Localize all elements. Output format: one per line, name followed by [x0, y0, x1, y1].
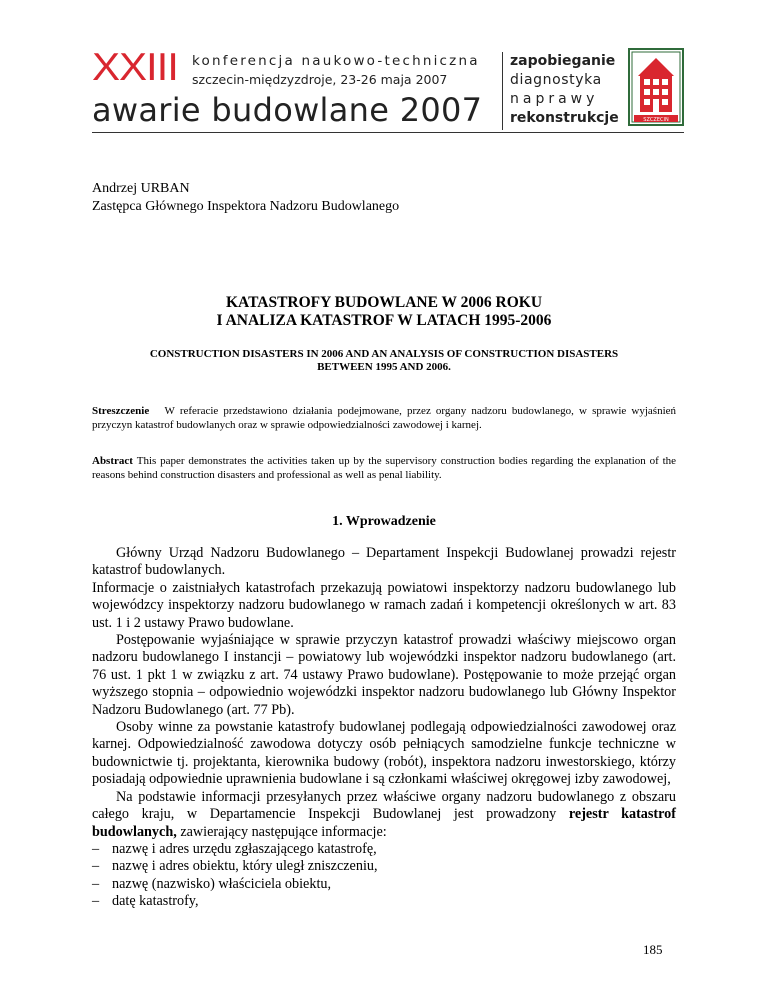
paragraph — [92, 789, 676, 841]
paper-title-pl — [92, 294, 676, 330]
section-body — [92, 545, 676, 911]
topic-item: diagnostyka — [510, 72, 602, 88]
header-bottom-rule — [92, 132, 684, 133]
topic-item: rekonstrukcje — [510, 110, 619, 126]
svg-text:SZCZECIN: SZCZECIN — [643, 117, 669, 123]
paper-title-pl-line1: KATASTROFY BUDOWLANE W 2006 ROKU — [225, 294, 543, 311]
paragraph: Główny Urząd Nadzoru Budowlanego – Departament Inspekcji Budowlanej prowadzi rejestr katastrof budowlanych. — [92, 545, 676, 579]
author-name: Andrzej URBAN — [92, 181, 190, 196]
page-number: 185 — [643, 942, 663, 957]
register-term: rejestr katastrof budowlanych, — [92, 806, 676, 840]
register-fields-list — [92, 841, 676, 911]
author-block — [92, 180, 399, 216]
paper-title-pl-line2: I ANALIZA KATASTROF W LATACH 1995-2006 — [216, 312, 552, 329]
author-position: Zastępca Głównego Inspektora Nadzoru Budowlanego — [92, 199, 400, 214]
list-item: – nazwę i adres urzędu zgłaszającego katastrofę, — [92, 841, 676, 858]
paper-title-en — [92, 348, 676, 374]
paragraph: Informacje o zaistniałych katastrofach przekazują powiatowi inspektorzy nadzoru budowlanego lub wojewódzcy inspektorzy nadzoru budowlanego w ramach zadań i kompetencji określonych w art. 83 ust. 1 i 2 ustawy Prawo budowlane. — [92, 579, 676, 631]
list-item: – nazwę i adres obiektu, który uległ zniszczeniu, — [92, 858, 676, 875]
abstract-label: Abstract — [92, 455, 133, 467]
topic-item: naprawy — [510, 91, 599, 107]
conference-title: awarie budowlane 2007 — [92, 91, 483, 129]
paragraph-text: Na podstawie informacji przesyłanych przez właściwe organy nadzoru budowlanego z obszaru całego kraju, w Departamencie Inspekcji Budowlanej jest prowadzony — [92, 788, 676, 823]
conference-topics — [510, 52, 619, 128]
conference-header — [92, 48, 684, 132]
abstract-text: This paper demonstrates the activities taken up by the supervisory construction bodies regarding the explanation of the reasons behind construction disasters and professional as well as penal liability. — [92, 455, 677, 481]
paragraph-text: zawierający następujące informacje: — [176, 823, 387, 840]
abstract-block — [92, 454, 676, 482]
paper-title-en-line1: CONSTRUCTION DISASTERS IN 2006 AND AN ANALYSIS OF CONSTRUCTION DISASTERS — [149, 348, 619, 360]
conference-location-date: szczecin-międzyzdroje, 23-26 maja 2007 — [192, 72, 448, 87]
list-item: – nazwę (nazwisko) właściciela obiektu, — [92, 876, 676, 893]
list-item: – datę katastrofy, — [92, 893, 676, 910]
topic-item: zapobieganie — [510, 53, 616, 69]
conference-type: konferencja naukowo-techniczna — [192, 53, 480, 69]
section-title: 1. Wprowadzenie — [332, 514, 436, 529]
paper-title-en-line2: BETWEEN 1995 AND 2006. — [317, 361, 451, 373]
header-vertical-divider — [502, 52, 503, 130]
conference-number: XXIII — [92, 46, 178, 89]
szczecin-building-logo — [628, 48, 684, 126]
paragraph: Postępowanie wyjaśniające w sprawie przyczyn katastrof prowadzi właściwy miejscowo organ nadzoru budowlanego I instancji – powiatowy lub wojewódzki inspektor nadzoru budowlanego (art. 76 ust. 1 pkt 1 w związku z art. 74 ustawy Prawo budowlane). Postępowanie to może przejąć organ wyższego stopnia – odpowiednio wojewódzki inspektor nadzoru budowlanego lub Główny Inspektor Nadzoru Budowlanego (art. 77 Pb). — [92, 632, 676, 718]
streszczenie-label: Streszczenie — [92, 405, 150, 417]
streszczenie-block — [92, 404, 676, 432]
paragraph: Osoby winne za powstanie katastrofy budowlanej podlegają odpowiedzialności zawodowej oraz karnej. Odpowiedzialność zawodowa dotyczy osób pełniących samodzielne funkcje techniczne w budownictwie tj. projektanta, kierownika budowy (robót), inspektora nadzoru inwestorskiego, którzy posiadają odpowiednie uprawnienia budowlane i są członkami właściwej okręgowej izby zawodowej, — [92, 719, 676, 788]
streszczenie-text: W referacie przedstawiono działania podejmowane, przez organy nadzoru budowlanego, w sprawie wyjaśnień przyczyn katastrof budowlanych oraz w sprawie odpowiedzialności zawodowej i karnej. — [92, 405, 677, 431]
